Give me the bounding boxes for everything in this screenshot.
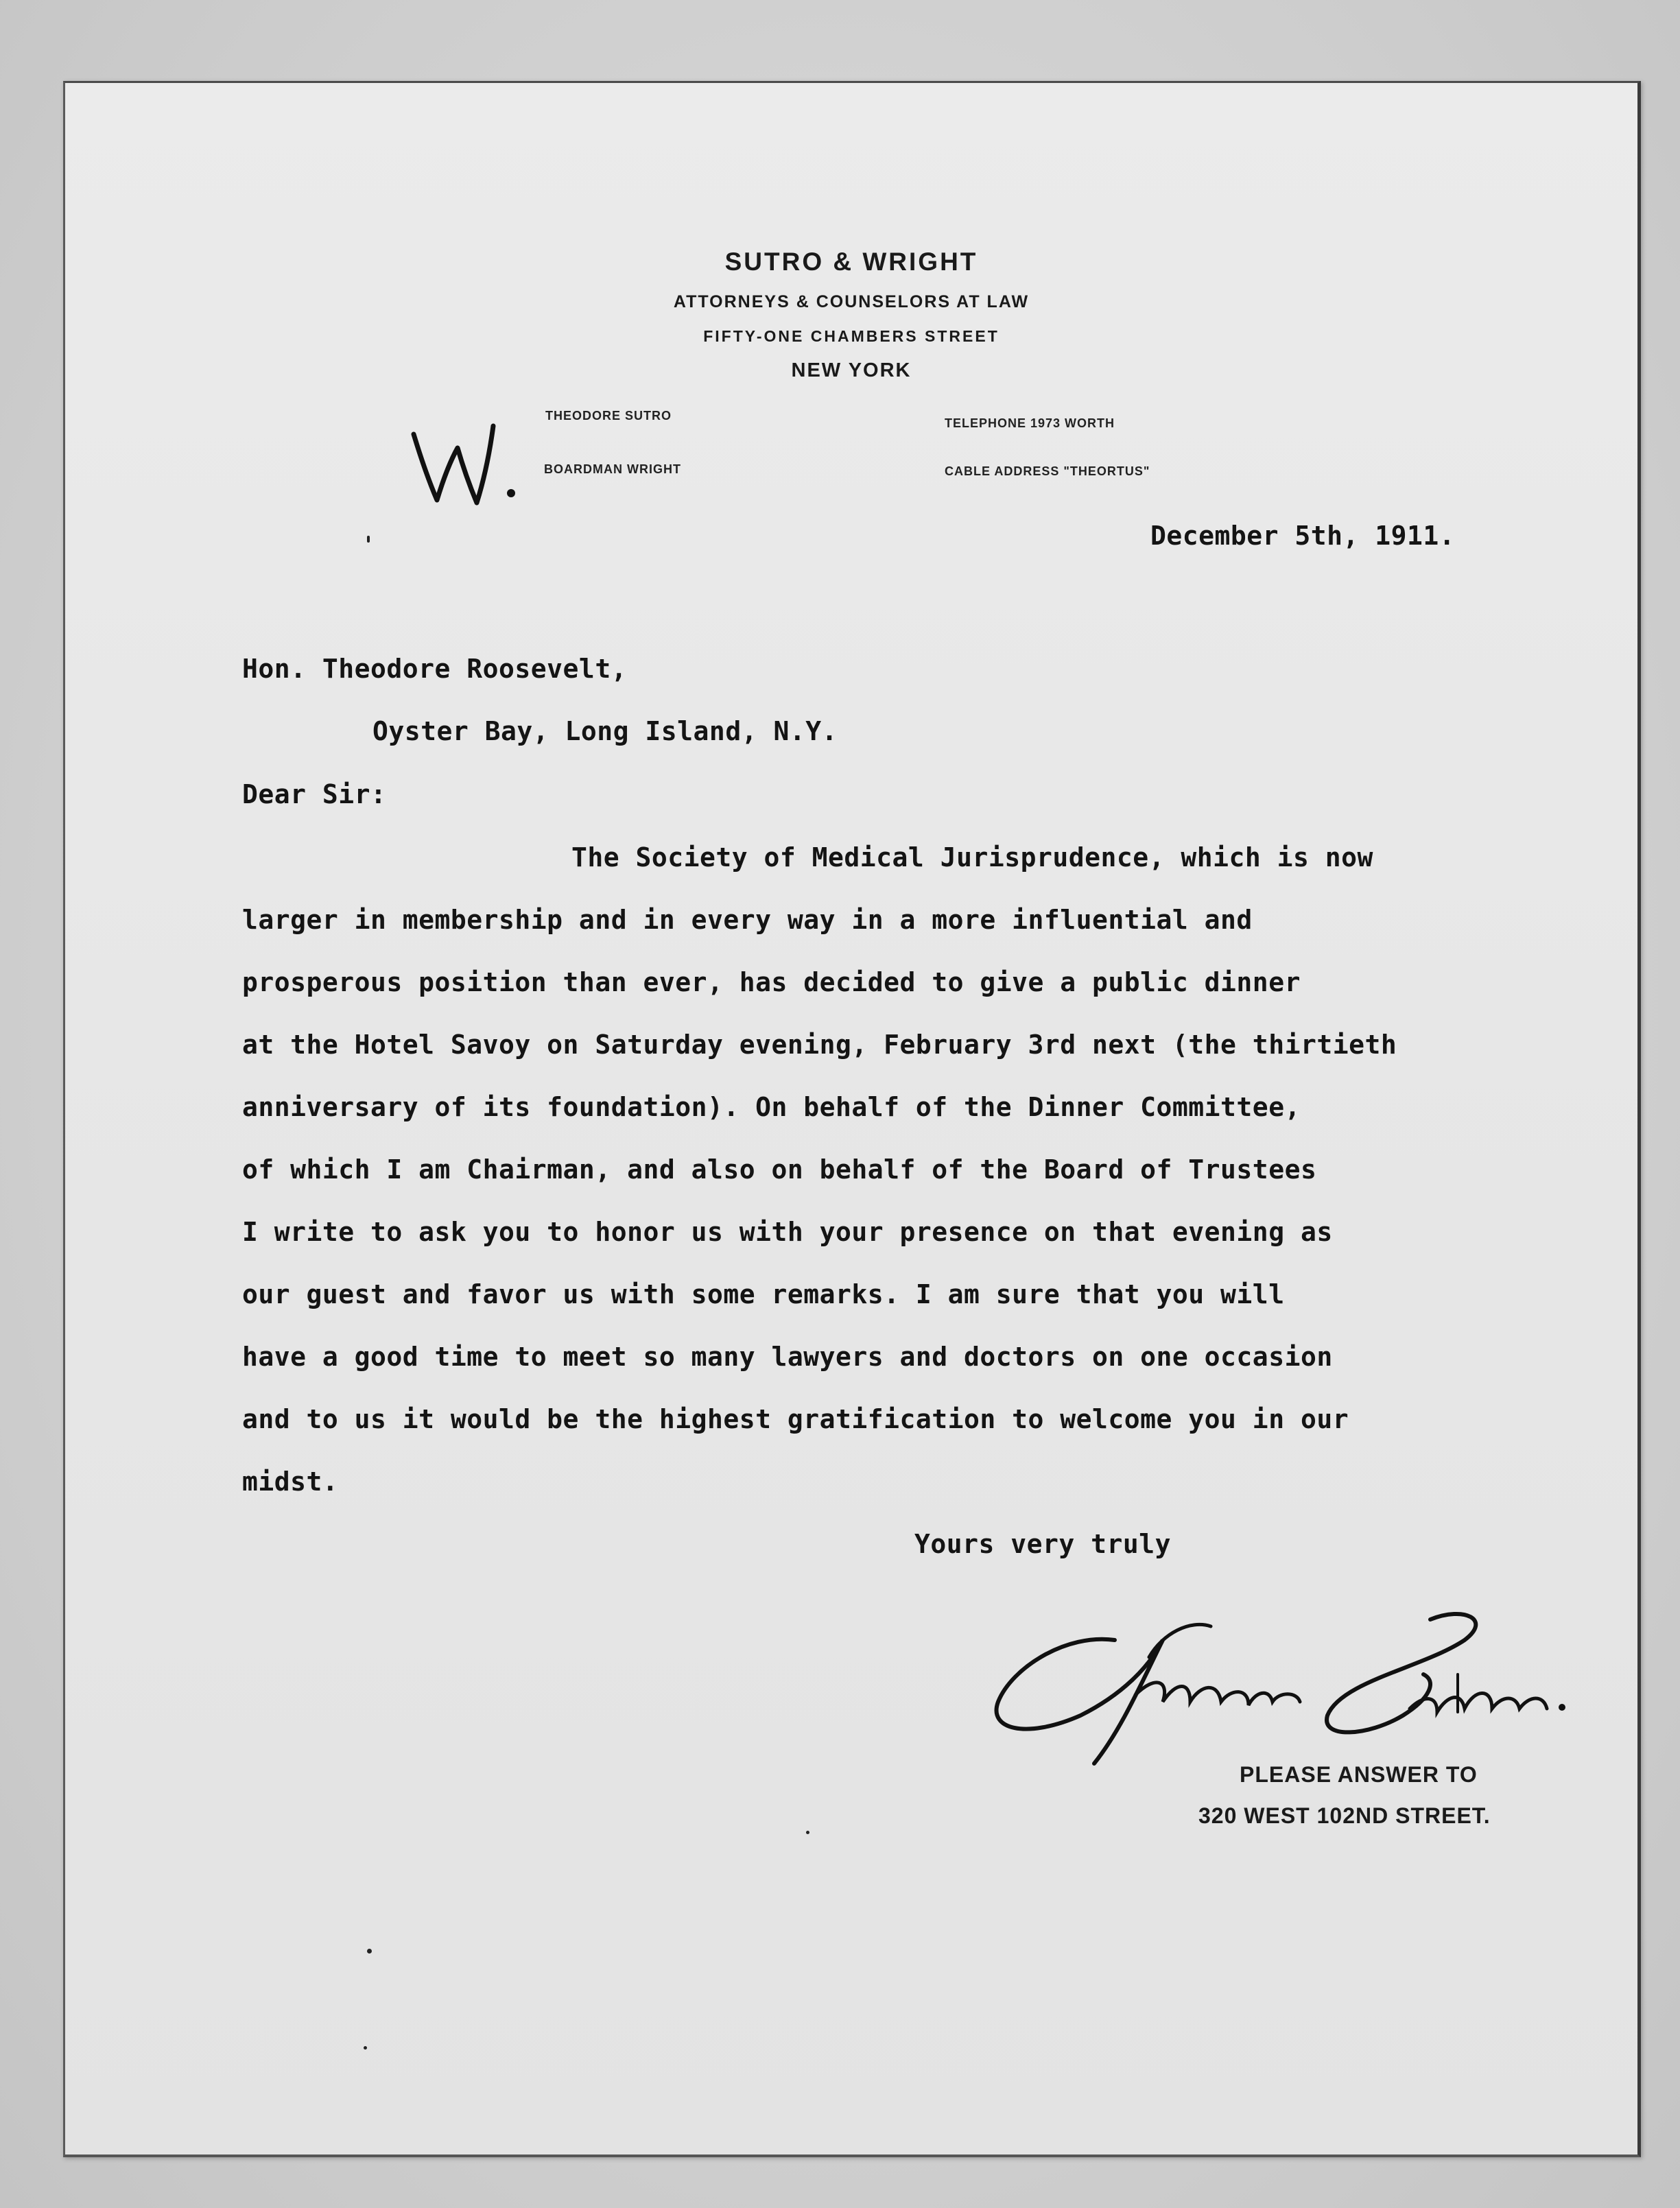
body-line: at the Hotel Savoy on Saturday evening, February 3rd next (the thirtieth — [242, 1030, 1397, 1060]
firm-city: NEW YORK — [791, 359, 912, 381]
letter-sheet — [63, 81, 1641, 2157]
handwritten-initial-mark — [401, 412, 552, 519]
paper-speck — [806, 1831, 809, 1834]
salutation: Dear Sir: — [242, 779, 387, 809]
signature — [984, 1592, 1602, 1774]
paper-speck — [364, 2046, 367, 2050]
signature-icon — [984, 1592, 1602, 1770]
body-line: of which I am Chairman, and also on behalf of the Board of Trustees — [242, 1154, 1317, 1185]
body-line: midst. — [242, 1467, 339, 1497]
telephone-number: TELEPHONE 1973 WORTH — [945, 416, 1115, 430]
firm-title: ATTORNEYS & COUNSELORS AT LAW — [673, 292, 1030, 311]
firm-name: SUTRO & WRIGHT — [724, 248, 978, 276]
paper-speck — [367, 536, 370, 543]
firm-street: FIFTY-ONE CHAMBERS STREET — [703, 327, 999, 345]
body-line: prosperous position than ever, has decided to give a public dinner — [242, 967, 1301, 997]
answer-address-label: PLEASE ANSWER TO — [1240, 1762, 1478, 1787]
answer-address-street: 320 WEST 102ND STREET. — [1198, 1803, 1491, 1828]
body-line: anniversary of its foundation). On behalf of the Dinner Committee, — [242, 1092, 1301, 1122]
body-line: larger in membership and in every way in a more influential and — [242, 905, 1253, 935]
cable-address: CABLE ADDRESS "THEORTUS" — [945, 464, 1150, 478]
handwritten-w-icon — [401, 412, 552, 515]
body-line: our guest and favor us with some remarks. I am sure that you will — [242, 1279, 1285, 1309]
partner-name: THEODORE SUTRO — [545, 409, 672, 423]
body-line: I write to ask you to honor us with your presence on that evening as — [242, 1217, 1333, 1247]
closing: Yours very truly — [914, 1529, 1172, 1559]
body-line: The Society of Medical Jurisprudence, which is now — [571, 842, 1373, 872]
body-line: have a good time to meet so many lawyers and doctors on one occasion — [242, 1342, 1333, 1372]
recipient-name: Hon. Theodore Roosevelt, — [242, 654, 628, 684]
body-line: and to us it would be the highest gratification to welcome you in our — [242, 1404, 1349, 1434]
letter-date: December 5th, 1911. — [1150, 521, 1456, 551]
partner-name: BOARDMAN WRIGHT — [544, 462, 681, 476]
recipient-address: Oyster Bay, Long Island, N.Y. — [372, 716, 838, 746]
paper-speck — [367, 1949, 372, 1954]
